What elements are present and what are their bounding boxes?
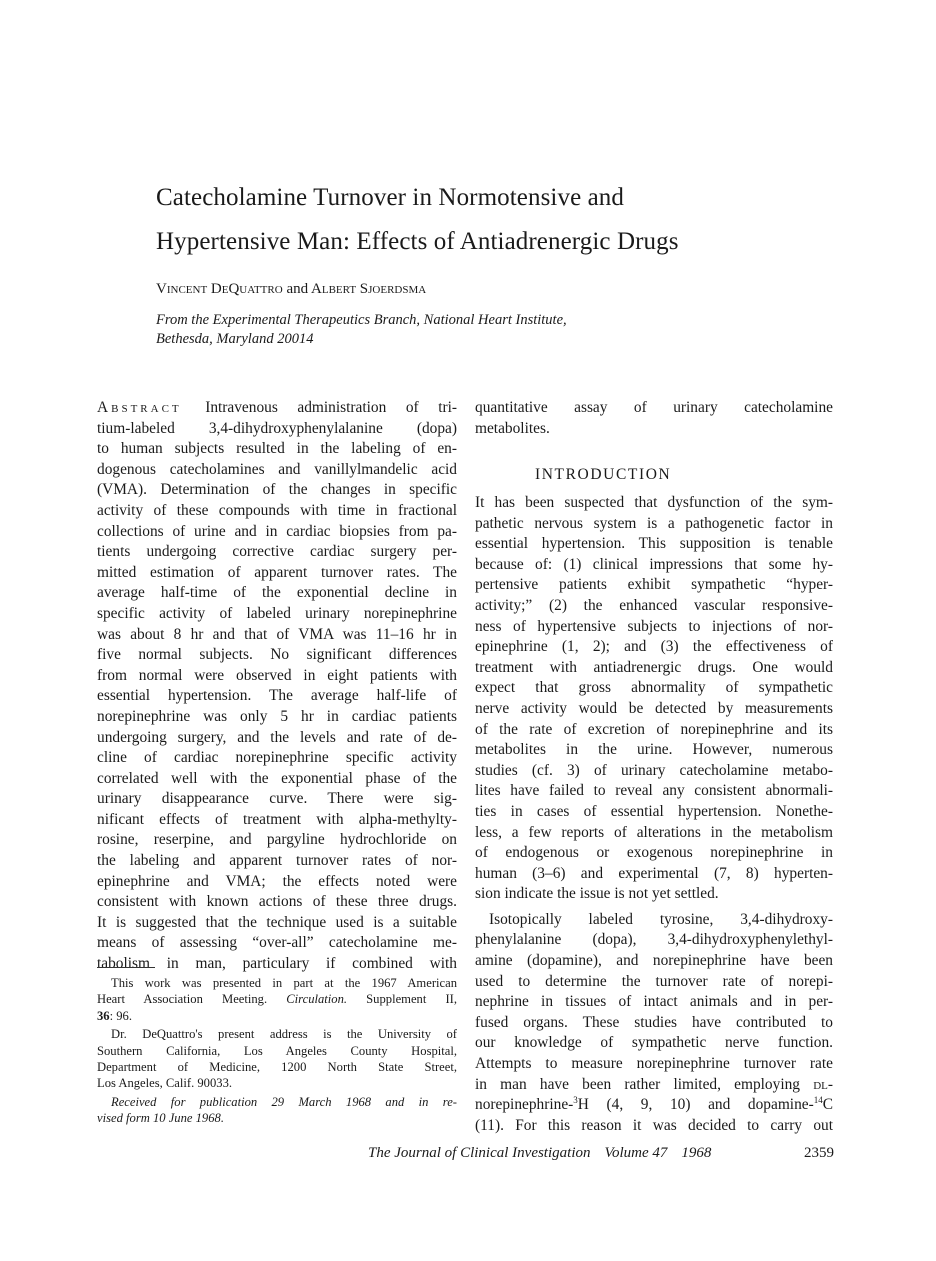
text-line: to human subjects resulted in the labeling of en- [97, 440, 457, 458]
text-line: because of: (1) clinical impressions that some hy- [475, 555, 833, 573]
text-line: sion indicate the issue is not yet settled. [475, 885, 719, 903]
abstract-first-line-text: Intravenous administration of tri- [205, 399, 457, 416]
footnote-2-line: Department of Medicine, 1200 North State Street, [97, 1059, 457, 1074]
abstract-first-line [97, 398, 457, 419]
footnote-3-line: vised form 10 June 1968. [97, 1111, 224, 1126]
journal-name: The Journal of Clinical Investigation [368, 1145, 591, 1161]
isotope-superscript: 3 [573, 1095, 578, 1106]
text-line: (VMA). Determination of the changes in specific [97, 481, 457, 499]
footnote-2-line: Southern California, Los Angeles County Hospital, [97, 1043, 457, 1058]
text-line: treatment with antiadrenergic drugs. One would [475, 658, 833, 676]
affiliation-line-2: Bethesda, Maryland 20014 [156, 331, 314, 347]
text-line: correlated well with the exponential phase of the [97, 769, 457, 787]
text-line: epinephrine and VMA; the effects noted were [97, 872, 457, 890]
author-1: Vincent DeQuattro [156, 281, 283, 297]
intro-p2-line-isotopes [475, 1095, 833, 1116]
text-line: the labeling and apparent turnover rates of nor- [97, 852, 457, 870]
dl-prefix: dl- [813, 1075, 833, 1093]
text-line: Isotopically labeled tyrosine, 3,4-dihydroxy- [489, 910, 833, 928]
text-line: ties in cases of essential hypertension. Nonethe- [475, 802, 833, 820]
text-line: rosine, reserpine, and pargyline hydrochloride on [97, 831, 457, 849]
text-line: It has been suspected that dysfunction of the sym- [475, 494, 833, 511]
text-line: activity of these compounds with time in fractional [97, 501, 457, 519]
text-line: nerve activity would be detected by measurements [475, 699, 833, 717]
abstract-continuation [475, 398, 833, 439]
text-line: cline of cardiac norepinephrine specific activity [97, 749, 457, 767]
abstract-cont-line: metabolites. [475, 419, 550, 437]
abstract-body [97, 419, 457, 975]
text-line: dogenous catecholamines and vanillylmandelic acid [97, 460, 457, 478]
text-line: amine (dopamine), and norepinephrine have been [475, 952, 833, 970]
isotope-text: H (4, 9, 10) and dopamine- [577, 1096, 814, 1114]
footnote-3 [97, 1094, 457, 1127]
text-line: average half-time of the exponential decline in [97, 584, 457, 602]
introduction-body [475, 493, 833, 1136]
running-footer [368, 1145, 834, 1162]
text-line: ness of hypertensive subjects to injections of nor- [475, 617, 833, 635]
text-line: undergoing surgery, and the levels and rate of de- [97, 728, 457, 746]
title-line-1: Catecholamine Turnover in Normotensive and [156, 184, 625, 211]
author-conjunction: and [286, 281, 309, 297]
text-line: of endogenous or exogenous norepinephrine in [475, 844, 833, 862]
text-line: expect that gross abnormality of sympathetic [475, 679, 833, 697]
text-line: from normal were observed in eight patients with [97, 666, 457, 684]
footnote-divider [97, 967, 155, 968]
isotope-text: norepinephrine- [475, 1096, 574, 1114]
text-line: essential hypertension. This supposition is tenable [475, 535, 833, 553]
text-line: pathetic nervous system is a pathogenetic factor in [475, 514, 833, 532]
journal-year: 1968 [681, 1145, 712, 1161]
text-line: consistent with known actions of these three drugs. [97, 893, 457, 911]
text-line: mitted estimation of apparent turnover rates. The [97, 563, 457, 581]
text-line: five normal subjects. No significant differences [97, 646, 457, 664]
text-line: was about 8 hr and that of VMA was 11–16 hr in [97, 625, 457, 643]
page-number: 2359 [804, 1145, 834, 1161]
text-line: epinephrine (1, 2); and (3) the effectiveness of [475, 638, 833, 656]
footnote-1-line [97, 1008, 457, 1024]
text-line: It is suggested that the technique used is a suitable [97, 913, 457, 931]
abstract-section [97, 398, 457, 975]
footnote-2-line: Los Angeles, Calif. 90033. [97, 1076, 233, 1091]
text-line: means of assessing “over-all” catecholamine me- [97, 934, 457, 952]
abstract-cont-line: quantitative assay of urinary catecholamine [475, 399, 833, 416]
affiliation-line-1: From the Experimental Therapeutics Branch, National Heart Institute, [156, 312, 567, 328]
introduction-paragraph-2 [475, 910, 833, 1075]
journal-volume: Volume 47 [604, 1145, 668, 1161]
introduction-heading: INTRODUCTION [535, 466, 672, 483]
isotope-superscript: 14 [813, 1095, 823, 1106]
affiliation [156, 311, 567, 349]
text-line: Attempts to measure norepinephrine turnover rate [475, 1055, 833, 1073]
intro-p2-line-text: in man have been rather limited, employing [475, 1075, 800, 1093]
footnote-text: Supplement II, [366, 992, 458, 1007]
text-line: tabolism in man, particulary if combined with [97, 955, 457, 973]
text-line: tients undergoing corrective cardiac surgery per- [97, 543, 457, 561]
footnote-2-line: Dr. DeQuattro's present address is the University of [111, 1027, 457, 1042]
footnote-3-line: Received for publication 29 March 1968 and in re- [111, 1094, 457, 1109]
isotope-text: C [822, 1096, 833, 1114]
journal-citation: Circulation. [286, 992, 348, 1007]
article-title [156, 176, 796, 264]
text-line: metabolites in the urine. However, numerous [475, 741, 833, 759]
text-line: pertensive patients exhibit sympathetic “hyper- [475, 576, 833, 594]
text-line: of the rate of excretion of norepinephrine and its [475, 720, 833, 738]
intro-p2-line-last: (11). For this reason it was decided to carry out [475, 1116, 833, 1134]
text-line: nephrine in tissues of intact animals and in per- [475, 993, 833, 1011]
text-line: nificant effects of treatment with alpha-methylty- [97, 810, 457, 828]
footnote-text: Heart Association Meeting. [97, 992, 268, 1007]
text-line: our knowledge of sympathetic nerve function. [475, 1034, 833, 1052]
footnote-2 [97, 1026, 457, 1092]
text-line: human (3–6) and experimental (7, 8) hyperten- [475, 864, 833, 882]
abstract-label: Abstract [97, 399, 182, 416]
author-list [156, 281, 426, 298]
text-line: less, a few reports of alterations in the metabolism [475, 823, 833, 841]
footnote-text: : 96. [109, 1008, 132, 1023]
footnote-1-line: This work was presented in part at the 1967 American [111, 976, 457, 990]
text-line: activity;” (2) the enhanced vascular responsive- [475, 596, 833, 614]
author-2: Albert Sjoerdsma [311, 281, 427, 297]
title-line-2: Hypertensive Man: Effects of Antiadrenergic Drugs [156, 228, 679, 255]
text-line: urinary disappearance curve. There were sig- [97, 790, 457, 808]
text-line: specific activity of labeled urinary norepinephrine [97, 604, 457, 622]
text-line: phenylalanine (dopa), 3,4-dihydroxyphenylethyl- [475, 931, 833, 949]
text-line: norepinephrine was only 5 hr in cardiac patients [97, 707, 457, 725]
text-line: collections of urine and in cardiac biopsies from pa- [97, 522, 457, 540]
text-line: essential hypertension. The average half-life of [97, 687, 457, 705]
text-line: lites have failed to reveal any consistent abnormali- [475, 782, 833, 800]
intro-p2-line-dl [475, 1075, 833, 1096]
text-line: fused organs. These studies have contributed to [475, 1013, 833, 1031]
text-line: used to determine the turnover rate of norepi- [475, 972, 833, 990]
text-line: tium-labeled 3,4-dihydroxyphenylalanine (dopa) [97, 419, 457, 437]
introduction-paragraph-1 [475, 493, 833, 905]
volume-number: 36 [97, 1008, 110, 1023]
text-line: studies (cf. 3) of urinary catecholamine metabo- [475, 761, 833, 779]
footnote-1-line [97, 991, 457, 1007]
footnotes [97, 975, 457, 1127]
